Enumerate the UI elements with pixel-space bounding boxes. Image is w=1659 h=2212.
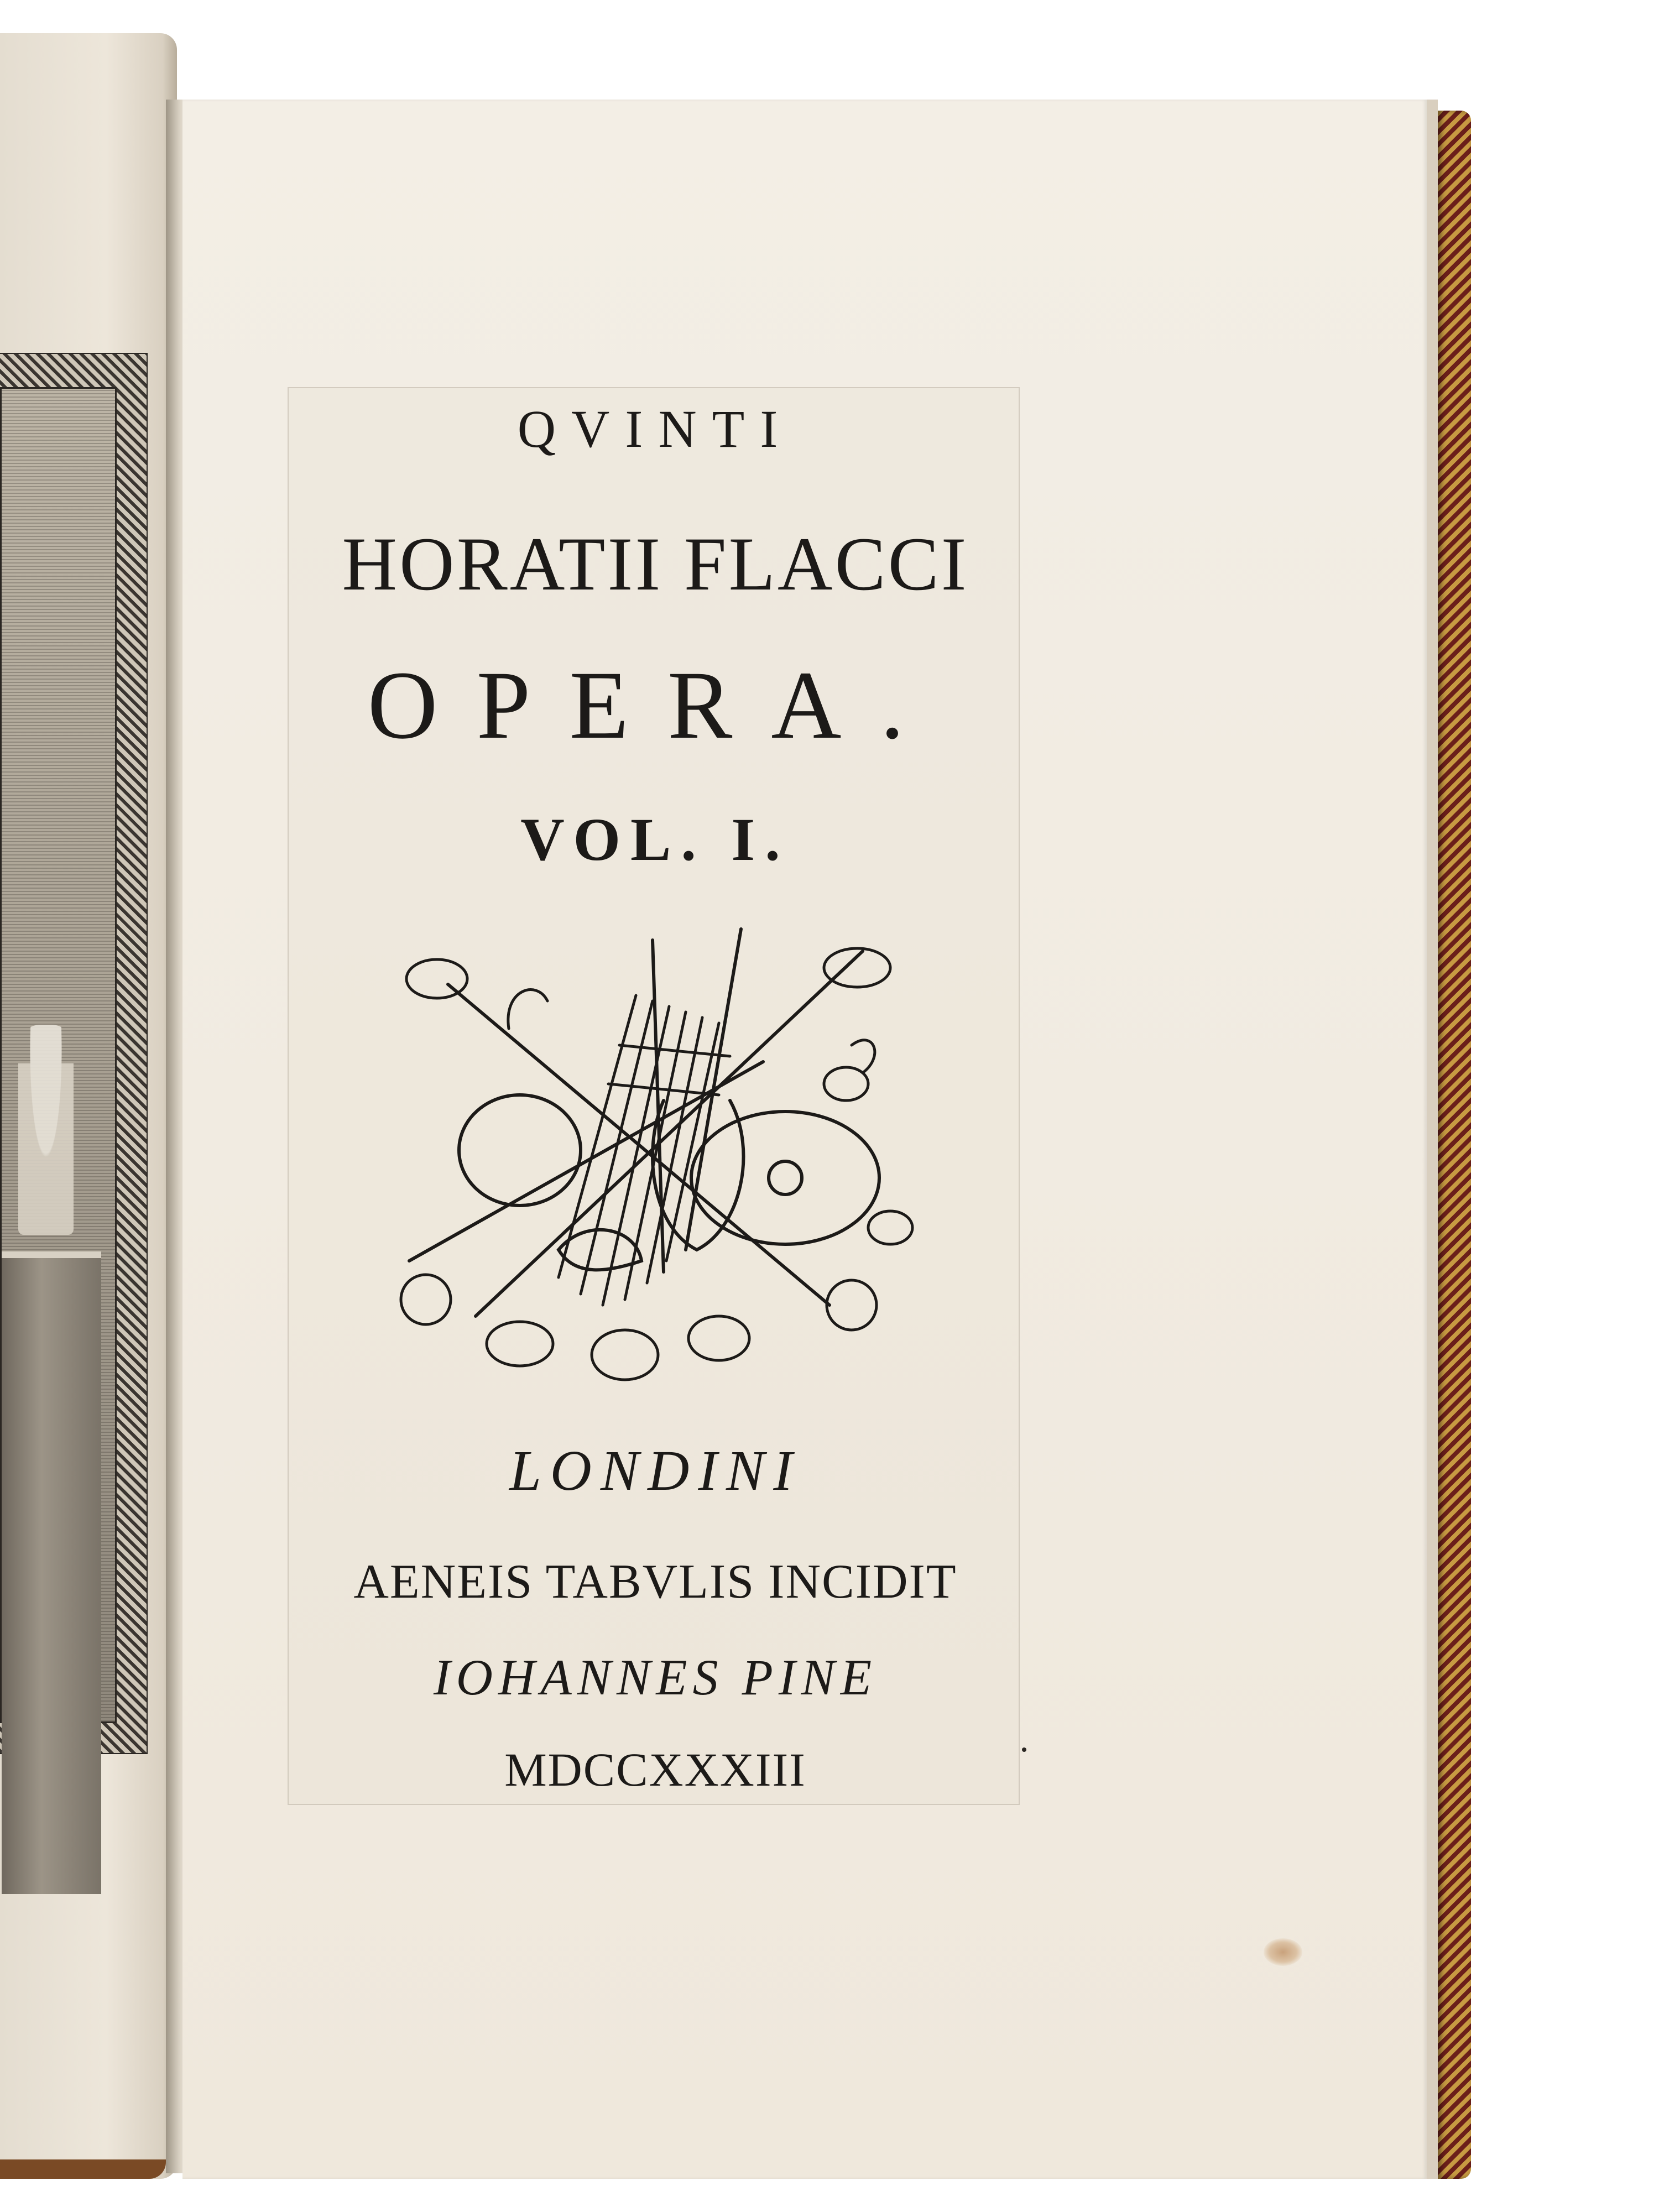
statue-figure-icon xyxy=(18,1025,74,1235)
imprint-year: MDCCXXXIII xyxy=(504,1743,806,1796)
ink-speck xyxy=(1022,1747,1026,1752)
foxing-stain xyxy=(1264,1938,1302,1966)
left-cover-bottom-edge xyxy=(0,2159,166,2179)
imprint-city: LONDINI xyxy=(509,1439,802,1503)
musical-instruments-trophy-icon xyxy=(376,918,929,1394)
pedestal xyxy=(2,1251,101,1894)
leather-binding-edge xyxy=(1438,111,1471,2179)
page-edge xyxy=(1427,100,1438,2179)
volume-label: VOL. I. xyxy=(520,806,790,873)
frontispiece-engraving xyxy=(0,387,117,1723)
imprint-engraver: IOHANNES PINE xyxy=(433,1649,878,1705)
title-line-quinti: QVINTI xyxy=(517,399,794,458)
imprint-statement: AENEIS TABVLIS INCIDIT xyxy=(353,1555,957,1609)
title-line-opera: OPERA. xyxy=(367,651,943,759)
title-line-horatii-flacci: HORATII FLACCI xyxy=(342,521,969,606)
